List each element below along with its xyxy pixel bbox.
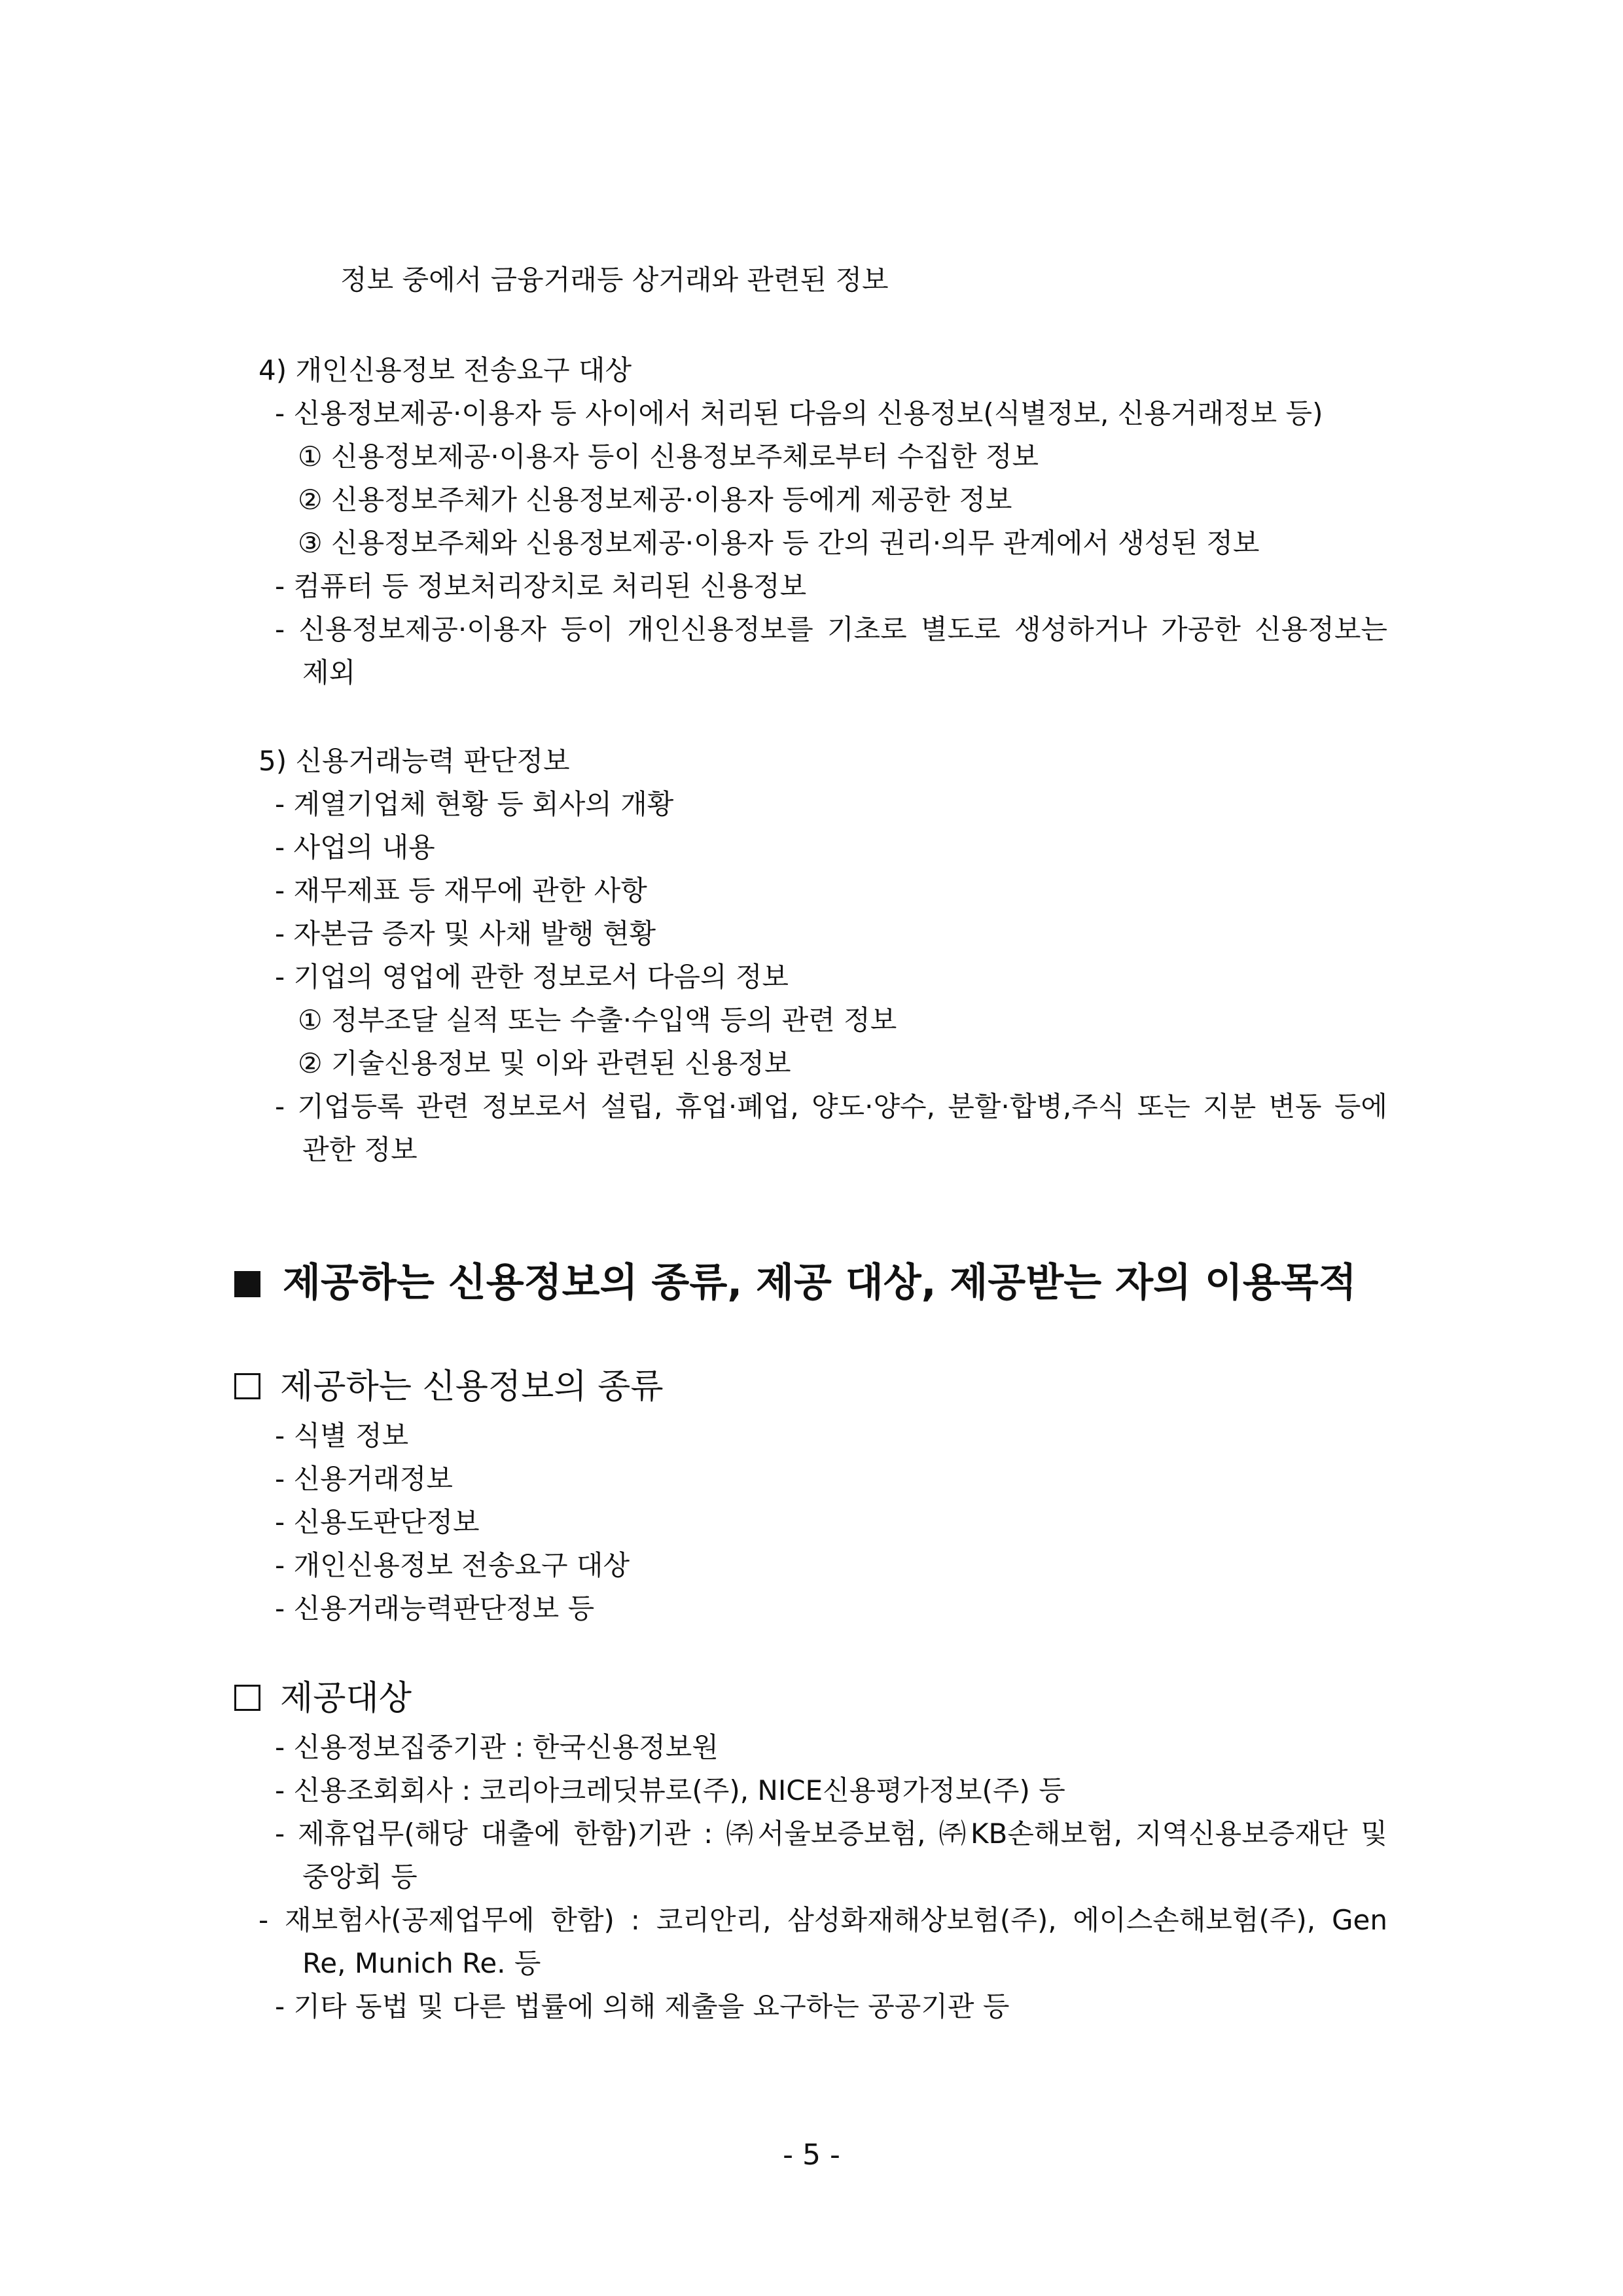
targets-item-continuation: 중앙회 등 bbox=[302, 1861, 418, 1893]
section-5-subitem: ① 정부조달 실적 또는 수출·수입액 등의 관련 정보 bbox=[298, 1004, 897, 1036]
section-4-item: - 신용정보제공·이용자 등 사이에서 처리된 다음의 신용정보(식별정보, 신용거래정보 등) bbox=[275, 397, 1323, 429]
section-4-subitem: ② 신용정보주체가 신용정보제공·이용자 등에게 제공한 정보 bbox=[298, 484, 1012, 516]
section-5-item: - 계열기업체 현황 등 회사의 개황 bbox=[275, 788, 674, 820]
types-heading-text: 제공하는 신용정보의 종류 bbox=[280, 1367, 664, 1407]
section-5-subitem: ② 기술신용정보 및 이와 관련된 신용정보 bbox=[298, 1047, 791, 1079]
targets-item: - 재보험사(공제업무에 한함) : 코리안리, 삼성화재해상보험(주), 에이스손해보험(주), Gen bbox=[259, 1904, 1387, 1936]
section-4-subitem: ③ 신용정보주체와 신용정보제공·이용자 등 간의 권리·의무 관계에서 생성된 정보 bbox=[298, 527, 1260, 559]
section-4-item: - 컴퓨터 등 정보처리장치로 처리된 신용정보 bbox=[275, 570, 807, 602]
targets-item: - 신용조회회사 : 코리아크레딧뷰로(주), NICE신용평가정보(주) 등 bbox=[275, 1774, 1065, 1806]
section-5-item: - 자본금 증자 및 사채 발행 현황 bbox=[275, 918, 656, 950]
targets-heading-text: 제공대상 bbox=[280, 1679, 412, 1718]
section-4-item-continuation: 제외 bbox=[302, 656, 356, 689]
targets-heading bbox=[234, 1676, 412, 1721]
section-5-title: 5) 신용거래능력 판단정보 bbox=[259, 745, 570, 777]
types-item: - 개인신용정보 전송요구 대상 bbox=[275, 1549, 630, 1581]
section-5-item: - 기업등록 관련 정보로서 설립, 휴업·폐업, 양도·양수, 분할·합병,주식 또는 지분 변동 등에 bbox=[275, 1090, 1387, 1122]
filled-square-bullet-icon bbox=[234, 1271, 260, 1297]
targets-item: - 제휴업무(해당 대출에 한함)기관 : ㈜서울보증보험, ㈜KB손해보험, 지역신용보증재단 및 bbox=[275, 1818, 1387, 1850]
section-4-subitem: ① 신용정보제공·이용자 등이 신용정보주체로부터 수집한 정보 bbox=[298, 440, 1039, 473]
section-5-item: - 기업의 영업에 관한 정보로서 다음의 정보 bbox=[275, 961, 789, 993]
types-item: - 식별 정보 bbox=[275, 1420, 409, 1452]
section-5-item: - 재무제표 등 재무에 관한 사항 bbox=[275, 874, 647, 906]
targets-item-continuation: Re, Munich Re. 등 bbox=[302, 1947, 541, 1979]
types-item: - 신용거래능력판단정보 등 bbox=[275, 1592, 595, 1624]
continuation-line: 정보 중에서 금융거래등 상거래와 관련된 정보 bbox=[340, 264, 889, 296]
section-5-item: - 사업의 내용 bbox=[275, 831, 435, 863]
section-4-title: 4) 개인신용정보 전송요구 대상 bbox=[259, 354, 632, 386]
types-item: - 신용거래정보 bbox=[275, 1463, 453, 1495]
page-number: - 5 - bbox=[783, 2138, 840, 2172]
types-item: - 신용도판단정보 bbox=[275, 1506, 480, 1538]
open-square-bullet-icon bbox=[234, 1373, 260, 1399]
main-heading bbox=[234, 1257, 1357, 1309]
main-heading-text: 제공하는 신용정보의 종류, 제공 대상, 제공받는 자의 이용목적 bbox=[283, 1260, 1357, 1306]
targets-item: - 신용정보집중기관 : 한국신용정보원 bbox=[275, 1731, 719, 1763]
section-5-item-continuation: 관한 정보 bbox=[302, 1134, 418, 1166]
targets-item: - 기타 동법 및 다른 법률에 의해 제출을 요구하는 공공기관 등 bbox=[275, 1990, 1010, 2022]
types-heading bbox=[234, 1364, 664, 1410]
section-4-item: - 신용정보제공·이용자 등이 개인신용정보를 기초로 별도로 생성하거나 가공한 신용정보는 bbox=[275, 613, 1387, 645]
open-square-bullet-icon bbox=[234, 1685, 260, 1711]
